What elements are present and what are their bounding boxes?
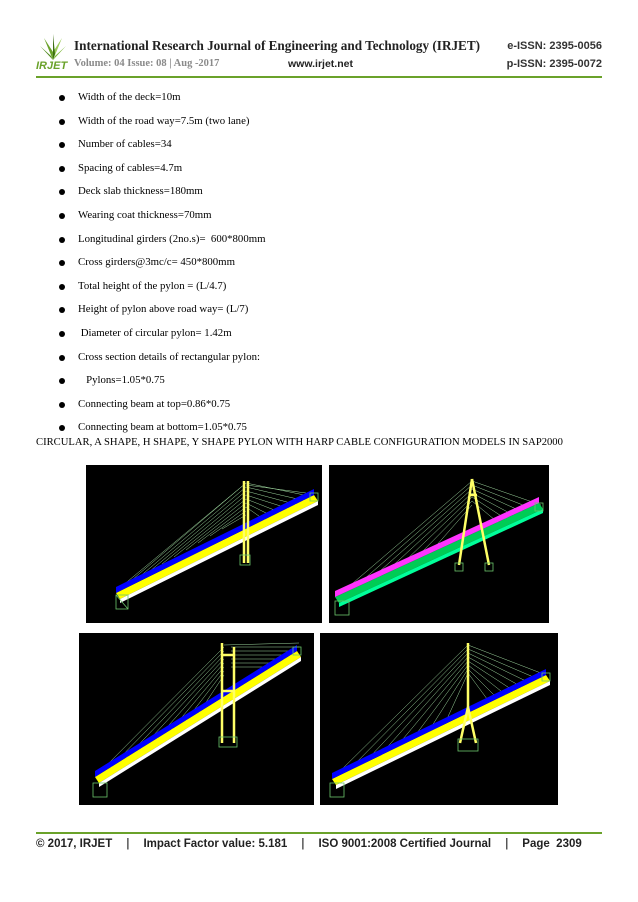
bullet-icon [59, 402, 65, 408]
bullet-icon [59, 425, 65, 431]
p-issn: p-ISSN: 2395-0072 [506, 58, 602, 70]
bullet-icon [59, 284, 65, 290]
figure-a-shape-pylon-model [329, 465, 549, 623]
pylon [244, 481, 248, 563]
bullet-icon [59, 237, 65, 243]
list-item: Width of the deck=10m [36, 86, 596, 110]
bullet-icon [59, 307, 65, 313]
list-item: Total height of the pylon = (L/4.7) [36, 275, 596, 299]
bullet-icon [59, 260, 65, 266]
page-number: 2309 [556, 838, 582, 850]
bullet-icon [59, 142, 65, 148]
bullet-icon [59, 119, 65, 125]
footer-divider [36, 832, 602, 834]
journal-title: International Research Journal of Engineering and Technology (IRJET) [74, 38, 481, 53]
list-item: Connecting beam at top=0.86*0.75 [36, 393, 596, 417]
figure-circular-pylon-model [86, 465, 322, 623]
list-item: Cross section details of rectangular pylon: [36, 346, 596, 370]
list-item: Height of pylon above road way= (L/7) [36, 298, 596, 322]
bullet-icon [59, 355, 65, 361]
deck [116, 489, 318, 603]
journal-header [36, 28, 602, 74]
e-issn: e-ISSN: 2395-0056 [507, 40, 602, 52]
list-item: Diameter of circular pylon= 1.42m [36, 322, 596, 346]
volume-issue: Volume: 04 Issue: 08 | Aug -2017 [74, 58, 220, 69]
page-footer [36, 838, 602, 850]
pylon [459, 479, 489, 565]
figure-y-shape-pylon-model [320, 633, 558, 805]
bullet-icon [59, 166, 65, 172]
list-item: Connecting beam at bottom=1.05*0.75 [36, 416, 596, 440]
irjet-logo [36, 32, 70, 72]
iso-certification: ISO 9001:2008 Certified Journal [318, 838, 492, 850]
list-item: Longitudinal girders (2no.s)= 600*800mm [36, 228, 596, 252]
list-item: Cross girders@3mc/c= 450*800mm [36, 251, 596, 275]
figure-h-shape-pylon-model [79, 633, 314, 805]
logo-text: IRJET [36, 60, 68, 72]
list-item: Spacing of cables=4.7m [36, 157, 596, 181]
list-item: Width of the road way=7.5m (two lane) [36, 110, 596, 134]
list-item: Deck slab thickness=180mm [36, 180, 596, 204]
bullet-icon [59, 189, 65, 195]
separator: | [301, 838, 305, 850]
bullet-icon [59, 331, 65, 337]
bullet-icon [59, 213, 65, 219]
list-item: Pylons=1.05*0.75 [36, 369, 596, 393]
logo-leaf-icon [36, 32, 70, 62]
separator: | [126, 838, 130, 850]
section-heading: CIRCULAR, A SHAPE, H SHAPE, Y SHAPE PYLON WITH HARP CABLE CONFIGURATION MODELS IN SAP2000 [36, 437, 563, 448]
deck [95, 645, 301, 787]
list-item: Number of cables=34 [36, 133, 596, 157]
header-divider [36, 76, 602, 78]
bullet-icon [59, 378, 65, 384]
journal-website[interactable]: www.irjet.net [288, 58, 353, 70]
bullet-icon [59, 95, 65, 101]
page-label: Page [522, 838, 550, 850]
copyright: © 2017, IRJET [36, 838, 113, 850]
impact-factor: Impact Factor value: 5.181 [143, 838, 288, 850]
separator: | [505, 838, 509, 850]
list-item: Wearing coat thickness=70mm [36, 204, 596, 228]
pylon [460, 643, 476, 743]
parameter-list [36, 86, 596, 440]
